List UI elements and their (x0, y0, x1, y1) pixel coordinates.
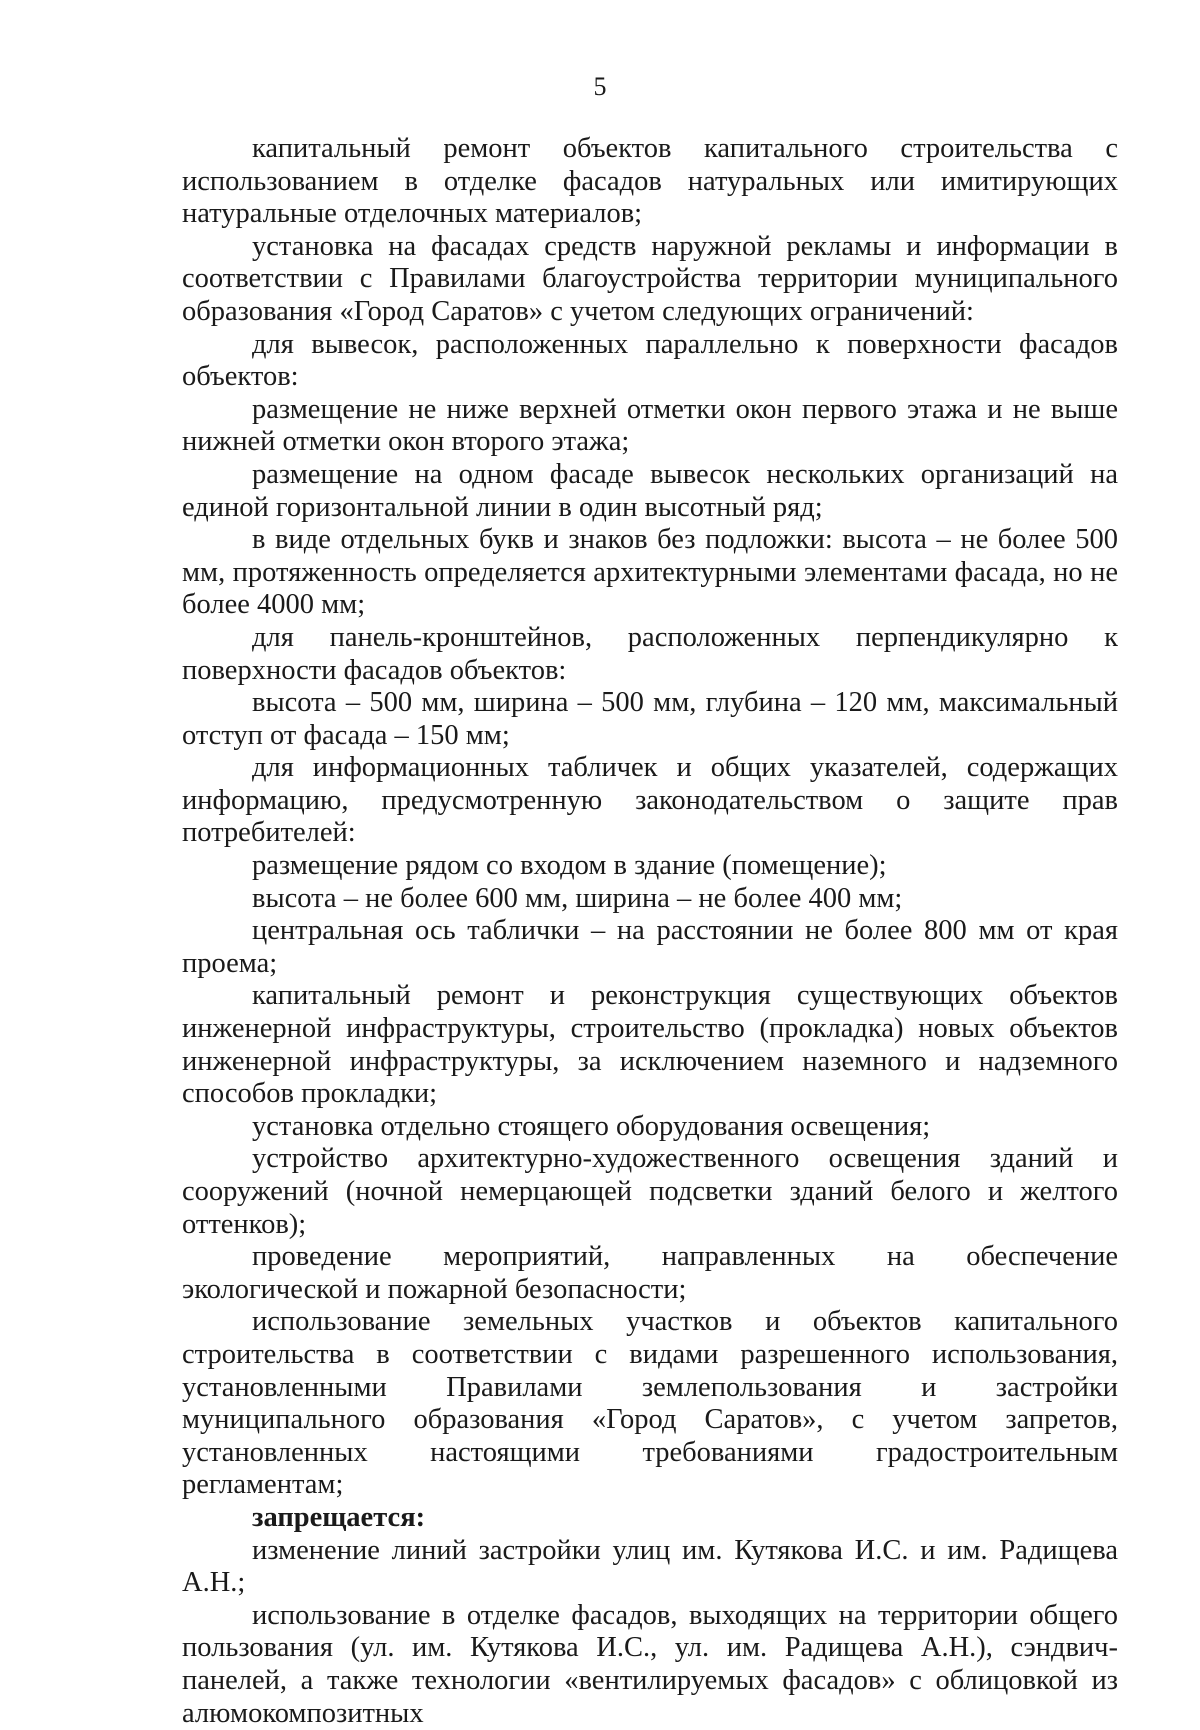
page-number: 5 (593, 72, 607, 101)
section-heading: запрещается: (252, 1501, 426, 1533)
paragraph: высота – не более 600 мм, ширина – не более 400 мм; (252, 882, 903, 914)
paragraph: установка отдельно стоящего оборудования освещения; (252, 1110, 931, 1142)
document-body (182, 133, 1118, 1730)
paragraph: для информационных табличек и общих указателей, содержащих информацию, предусмотренную законодательством о защите прав потребителей: (182, 752, 1118, 849)
paragraph: для вывесок, расположенных параллельно к поверхности фасадов объектов: (182, 328, 1118, 393)
paragraph: использование в отделке фасадов, выходящих на территории общего пользования (ул. им. Кутякова И.С., ул. им. Радищева А.Н.), сэндвич-панелей, а также технологии «вентилируемых фасадов» с облицовкой из алюмокомпозитных (182, 1599, 1118, 1729)
paragraph: в виде отдельных букв и знаков без подложки: высота – не более 500 мм, протяженность определяется архитектурными элементами фасада, но не более 4000 мм; (182, 524, 1118, 621)
paragraph: для панель-кронштейнов, расположенных перпендикулярно к поверхности фасадов объектов: (182, 621, 1118, 686)
paragraph: проведение мероприятий, направленных на обеспечение экологической и пожарной безопасности; (182, 1241, 1118, 1305)
paragraph: размещение рядом со входом в здание (помещение); (252, 850, 887, 882)
paragraph: размещение не ниже верхней отметки окон первого этажа и не выше нижней отметки окон второго этажа; (182, 393, 1118, 458)
paragraph: центральная ось таблички – на расстоянии не более 800 мм от края проема; (182, 915, 1118, 979)
paragraph: изменение линий застройки улиц им. Кутякова И.С. и им. Радищева А.Н.; (182, 1534, 1118, 1599)
paragraph: размещение на одном фасаде вывесок нескольких организаций на единой горизонтальной линии в один высотный ряд; (182, 458, 1118, 523)
paragraph: установка на фасадах средств наружной рекламы и информации в соответствии с Правилами благоустройства территории муниципального образования «Город Саратов» с учетом следующих ограничений: (182, 230, 1118, 327)
paragraph: капитальный ремонт и реконструкция существующих объектов инженерной инфраструктуры, строительство (прокладка) новых объектов инженерной инфраструктуры, за исключением наземного и надземного способов прокладки; (182, 980, 1118, 1110)
paragraph: использование земельных участков и объектов капитального строительства в соответствии с видами разрешенного использования, установленными Правилами землепользования и застройки муниципального образования «Город Саратов», с учетом запретов, установленных настоящими требованиями градостроительным регламентам; (182, 1306, 1118, 1501)
paragraph: капитальный ремонт объектов капитального строительства с использованием в отделке фасадов натуральных или имитирующих натуральные отделочных материалов; (182, 133, 1118, 230)
paragraph: высота – 500 мм, ширина – 500 мм, глубина – 120 мм, максимальный отступ от фасада – 150 мм; (182, 687, 1118, 751)
paragraph: устройство архитектурно-художественного освещения зданий и сооружений (ночной немерцающей подсветки зданий белого и желтого оттенков); (182, 1143, 1118, 1240)
